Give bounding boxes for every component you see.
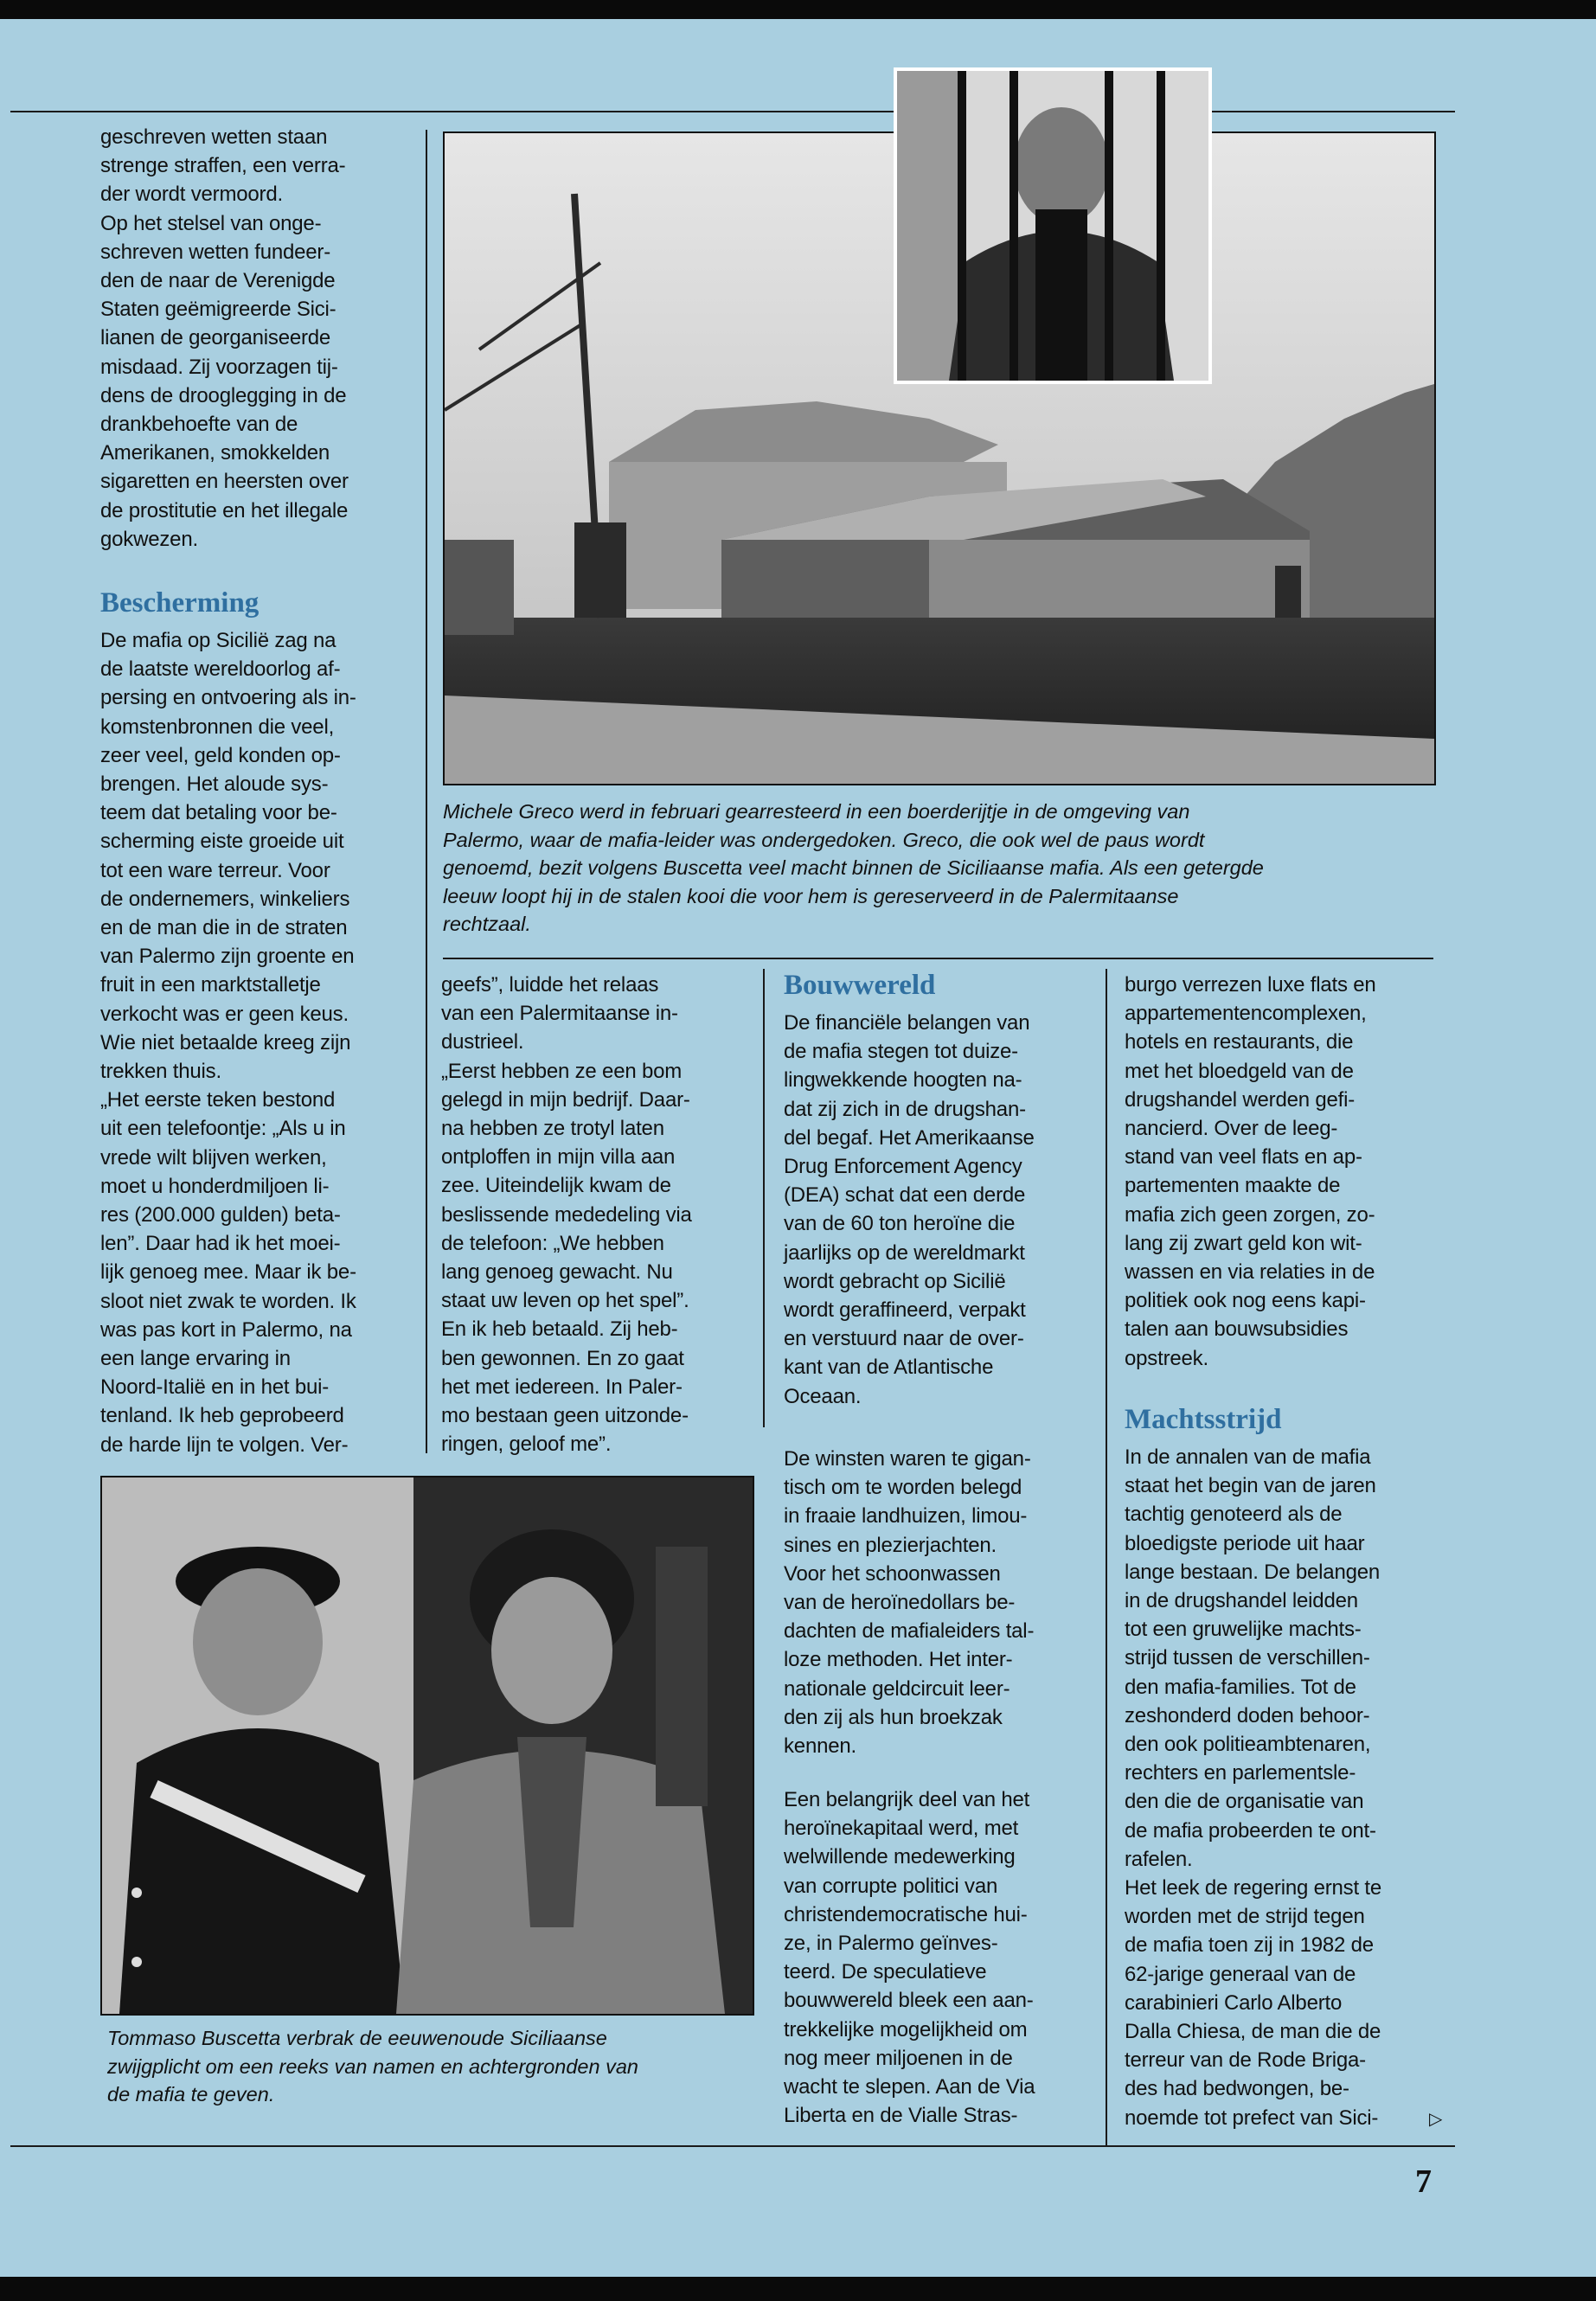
column-3-paragraph-2: De winsten waren te gigan- tisch om te worden belegd in fraaie landhuizen, limou- sines en plezierjachten. Voor het schoonwassen van de heroïnedollars be- dachten de mafialeiders tal- loze methoden. Het inter- nationale geldcircuit leer- den zij als hun broekzak kennen. bbox=[784, 1447, 1035, 1759]
top-black-band bbox=[0, 0, 1596, 19]
page-number: 7 bbox=[1415, 2163, 1432, 2200]
column-4-paragraph-2: In de annalen van de mafia staat het begin van de jaren tachtig genoteerd als de bloedigste periode uit haar lange bestaan. De belangen in de drugshandel leidden tot een gruwelijke machts- strijd tussen de verschillen- den mafia-families. Tot de zeshonderd doden behoor- den ook politieambtenaren, rechters en parlementsle- den die de organisatie van de mafia probeerden te ont- rafelen. Het leek de regering ernst te worden met de strijd tegen de mafia toen zij in 1982 de 62-jarige generaal van de carabinieri Carlo Alberto Dalla Chiesa, de man die de terreur van de Rode Briga- des had bedwongen, be- noemde tot prefect van Sici- bbox=[1125, 1445, 1382, 2130]
buscetta-photo bbox=[100, 1476, 754, 2016]
greco-cage-photo bbox=[894, 67, 1212, 384]
column-divider-2 bbox=[763, 969, 765, 1427]
column-4-paragraph-1: burgo verrezen luxe flats en appartementencomplexen, hotels en restaurants, die met het bloedgeld van de drugshandel werden gefi- nancierd. Over de leeg- stand van veel flats en ap- partementen maakte de mafia zich geen zorgen, zo- lang zij zwart geld kon wit- wassen en via relaties in de politiek ook nog eens kapi- talen aan bouwsubsidies opstreek. bbox=[1125, 973, 1376, 1370]
column-divider-3 bbox=[1106, 969, 1107, 2145]
greco-photo-caption: Michele Greco werd in februari gearresteerd in een boerderijtje in de omgeving van Palermo, waar de mafia-leider was ondergedoken. Greco, die ook wel de paus wordt genoemd, bezit volgens Buscetta veel macht binnen de Siciliaanse mafia. Als een getergde leeuw loopt hij in de stalen kooi die voor hem is gereserveerd in de Palermitaanse rechtzaal. bbox=[443, 800, 1264, 935]
greco-behind-bars-illustration bbox=[897, 71, 1208, 381]
continue-arrow-icon: ▷ bbox=[1429, 2108, 1443, 2129]
column-3-paragraph-3: Een belangrijk deel van het heroïnekapitaal werd, met welwillende medewerking van corrupte politici van christendemocratische hui- ze, in Palermo geïnves- teerd. De speculatieve bouwwereld bleek een aan- trekkelijke mogelijkheid om nog meer miljoenen in de wacht te slepen. Aan de Via Liberta en de Vialle Stras- bbox=[784, 1788, 1035, 2128]
column-divider-1 bbox=[426, 130, 427, 1453]
bottom-black-band bbox=[0, 2277, 1596, 2301]
top-rule bbox=[10, 111, 1455, 112]
column-1-intro-text: geschreven wetten staan strenge straffen, een verra- der wordt vermoord. Op het stelsel van onge- schreven wetten fundeer- den de naar de Verenigde Staten geëmigreerde Sici- lianen de georganiseerde misdaad. Zij voorzagen tij- dens de drooglegging in de drankbehoefte van de Amerikanen, smokkelden sigaretten en heersten over de prostitutie en het illegale gokwezen. bbox=[100, 125, 349, 551]
column-1-bescherming-text: De mafia op Sicilië zag na de laatste wereldoorlog af- persing en ontvoering als in- komstenbronnen die veel, zeer veel, geld konden op- brengen. Het aloude sys- teem dat betaling voor be- scherming eiste groeide uit tot een ware terreur. Voor de ondernemers, winkeliers en de man die in de straten van Palermo zijn groente en fruit in een marktstalletje verkocht was er geen keus. Wie niet betaalde kreeg zijn trekken thuis. „Het eerste teken bestond uit een telefoontje: „Als u in vrede wilt blijven werken, moet u honderdmiljoen li- res (200.000 gulden) beta- len”. Daar had ik het moei- lijk genoeg mee. Maar ik be- sloot niet zwak te worden. Ik was pas kort in Palermo, na een lange ervaring in Noord-Italië en in het bui- tenland. Ik heb geprobeerd de harde lijn te volgen. Ver- bbox=[100, 629, 356, 1457]
bottom-rule bbox=[10, 2145, 1455, 2147]
column-3-paragraph-1: De financiële belangen van de mafia stegen tot duize- lingwekkende hoogten na- dat zij zich in de drugshan- del begaf. Het Amerikaanse Drug Enforcement Agency (DEA) schat dat een derde van de 60 ton heroïne die jaarlijks op de wereldmarkt wordt gebracht op Sicilië wordt geraffineerd, verpakt en verstuurd naar de over- kant van de Atlantische Oceaan. bbox=[784, 1011, 1035, 1408]
heading-bescherming: Bescherming bbox=[100, 587, 260, 619]
heading-bouwwereld: Bouwwereld bbox=[784, 970, 936, 1001]
caption-rule bbox=[443, 958, 1433, 959]
buscetta-escort-illustration bbox=[102, 1477, 753, 2014]
column-2-text: geefs”, luidde het relaas van een Palermitaanse in- dustrieel. „Eerst hebben ze een bom gelegd in mijn bedrijf. Daar- na hebben ze trotyl laten ontploffen in mijn villa aan zee. Uiteindelijk kwam de beslissende mededeling via de telefoon: „We hebben lang genoeg gewacht. Nu staat uw leven op het spel”. En ik heb betaald. Zij heb- ben gewonnen. En zo gaat het met iedereen. In Paler- mo bestaan geen uitzonde- ringen, geloof me”. bbox=[441, 973, 692, 1457]
buscetta-photo-caption: Tommaso Buscetta verbrak de eeuwenoude Siciliaanse zwijgplicht om een reeks van namen en achtergronden van de mafia te geven. bbox=[107, 2027, 638, 2106]
heading-machtsstrijd: Machtsstrijd bbox=[1125, 1404, 1282, 1435]
